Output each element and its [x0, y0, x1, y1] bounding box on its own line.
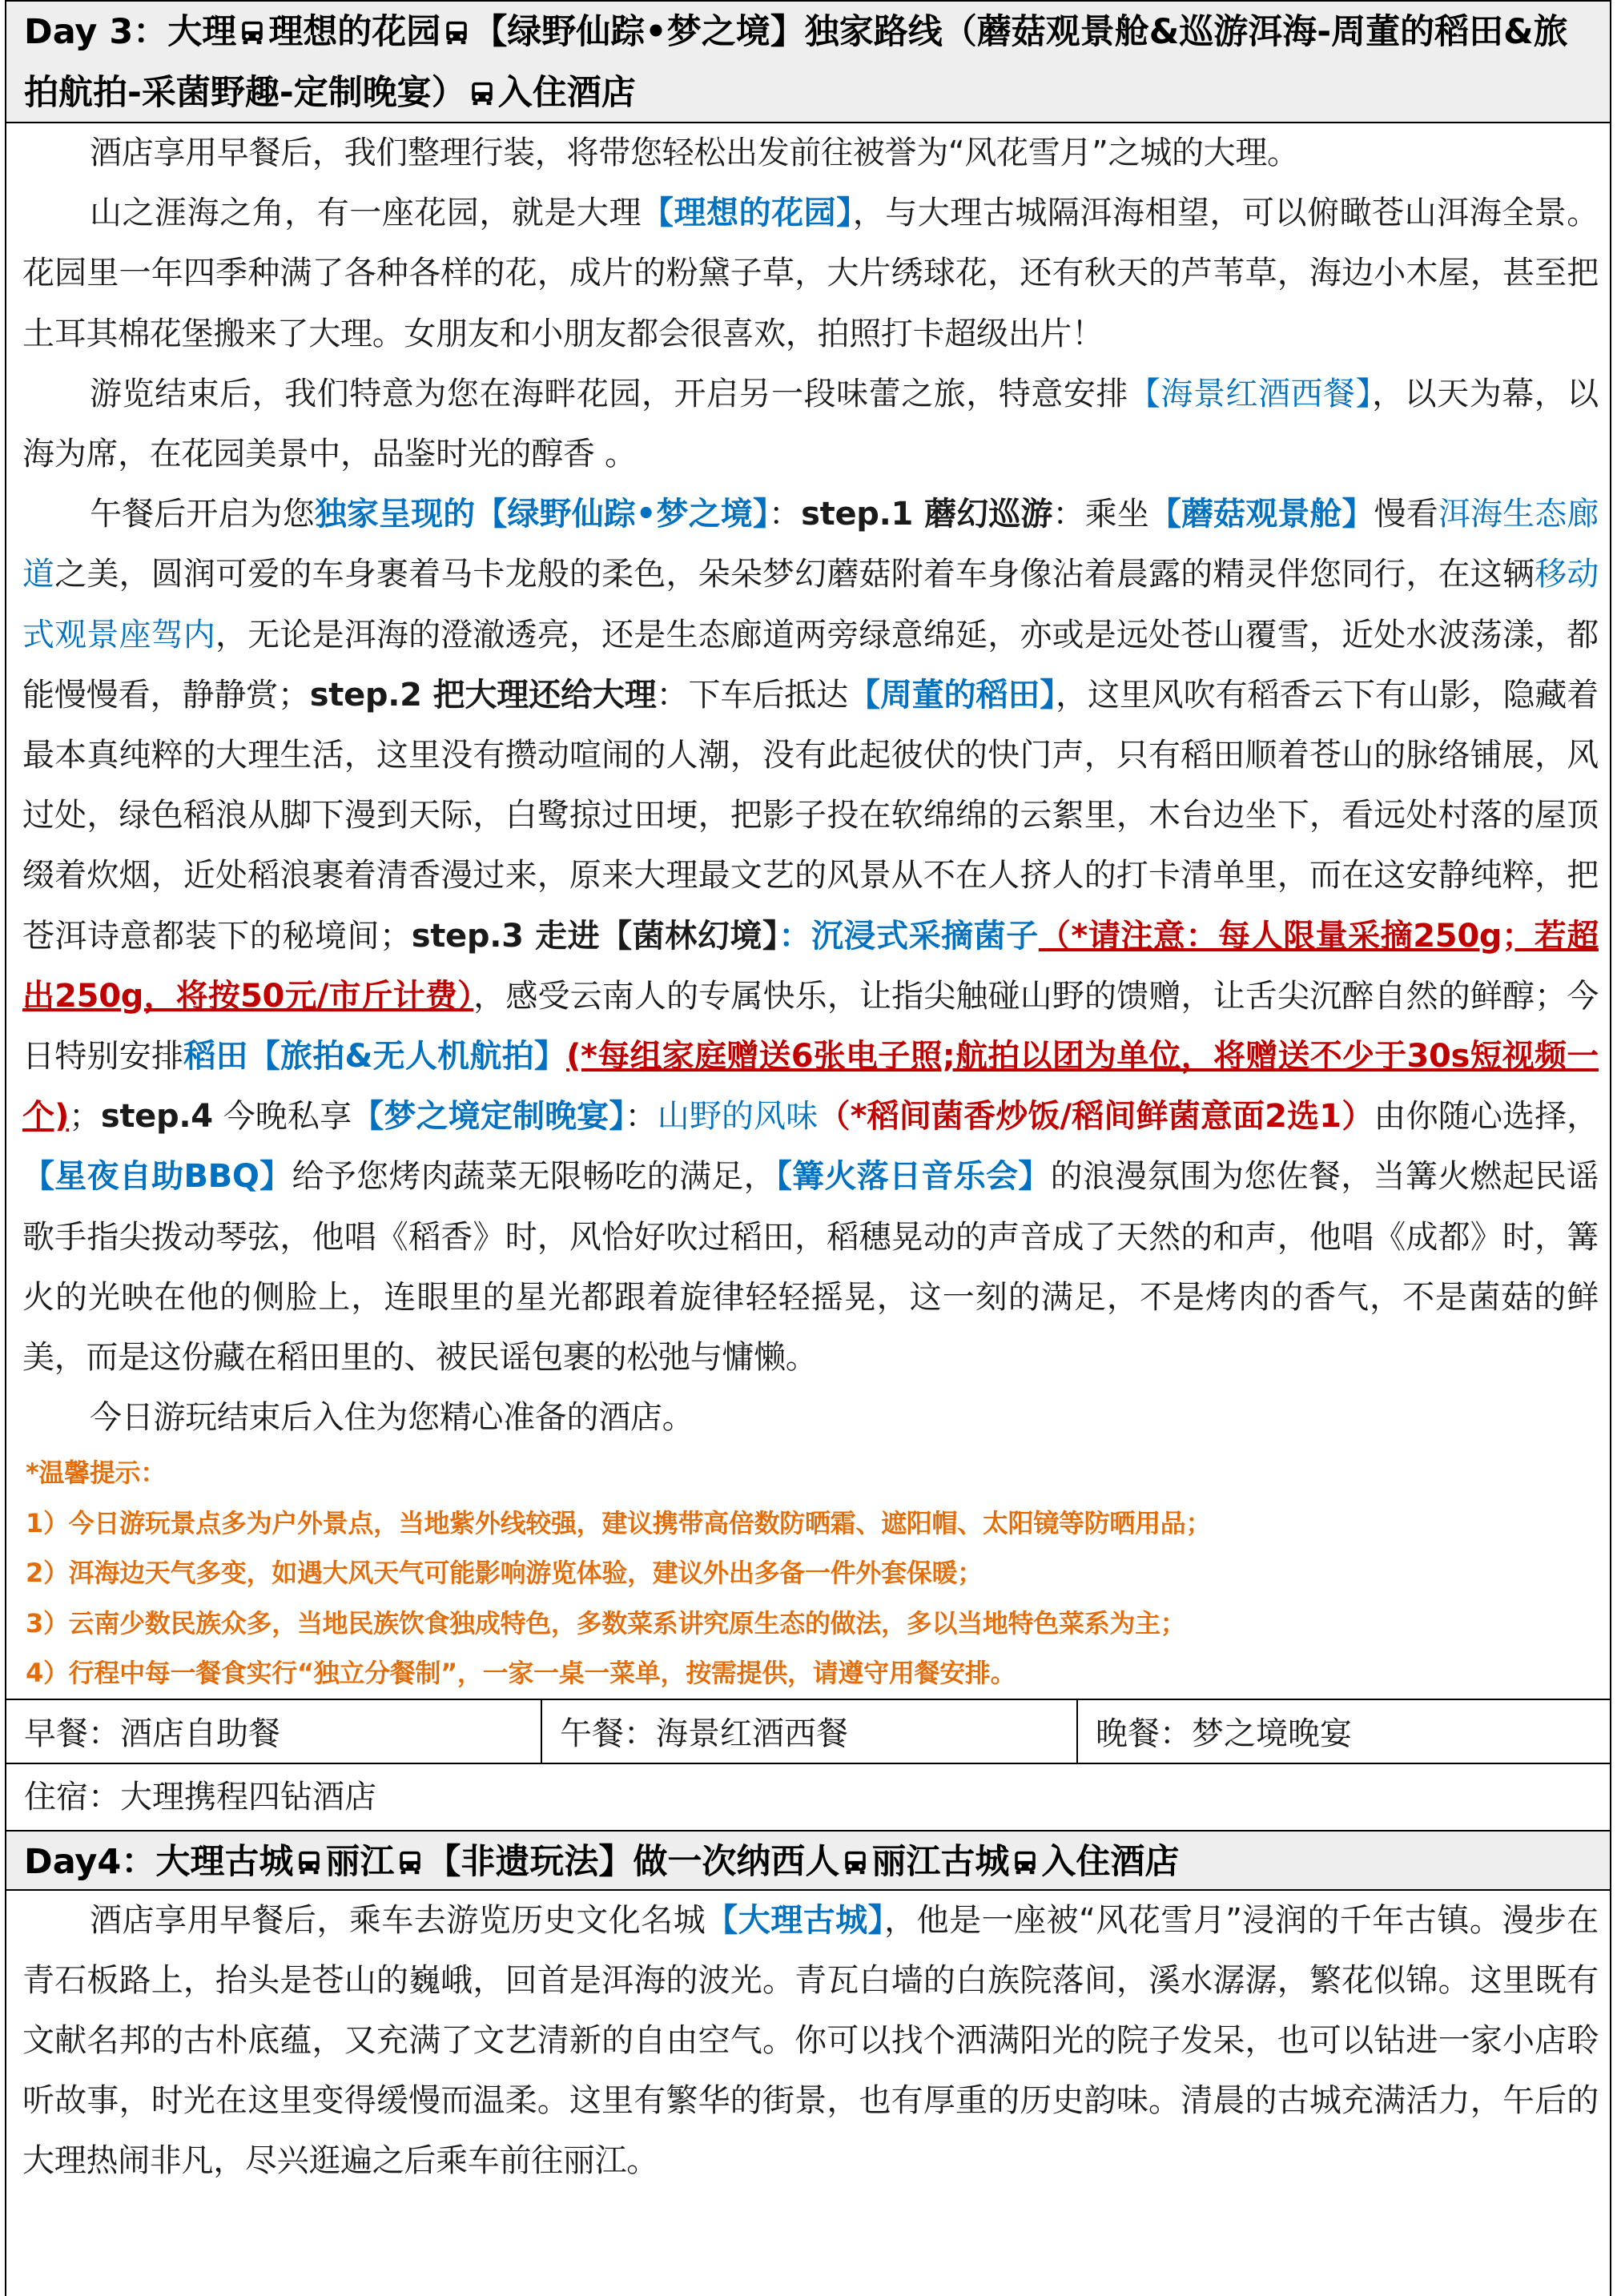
- tip-item: 1）今日游玩景点多为户外景点，当地紫外线较强，建议携带高倍数防晒霜、遮阳帽、太阳镜等防晒用品；: [26, 1507, 1212, 1538]
- day3-paragraph-3: [22, 364, 1599, 485]
- step-label: step.1 蘑幻巡游: [801, 496, 1053, 533]
- day3-title-part: Day 3：大理: [24, 12, 237, 52]
- day3-title-part: 入住酒店: [497, 73, 636, 113]
- lunch-cell: 午餐：海景红酒西餐: [542, 1700, 1078, 1763]
- highlight-text: 沉浸式采摘菌子: [811, 917, 1039, 955]
- highlight-text: 【大理古城】: [706, 1901, 885, 1939]
- text-run: 给予您烤肉蔬菜无限畅吃的满足，: [292, 1158, 776, 1196]
- tip-item: 2）洱海边天气多变，如遇大风天气可能影响游览体验，建议外出多备一件外套保暖；: [26, 1558, 983, 1589]
- notice-text: (*每组家庭赠送6张电子照;航拍以团为单位，将赠送不少于30s短视频一个): [22, 1038, 1599, 1136]
- highlight-text: 【星夜自助BBQ】: [22, 1158, 292, 1196]
- day4-title-part: 【非遗玩法】做一次纳西人: [426, 1841, 840, 1882]
- day4-body: [6, 1891, 1610, 2192]
- highlight-text: 【理想的花园】: [641, 195, 853, 232]
- day3-paragraph-2: [22, 183, 1599, 364]
- bus-icon: [239, 19, 266, 46]
- text-run: ：: [778, 917, 811, 955]
- text-run: ：: [769, 496, 802, 533]
- bus-icon: [396, 1849, 424, 1876]
- day4-header: [6, 1830, 1610, 1891]
- notice-text: （*稻间菌香炒饭/稻间鲜菌意面2选1）: [818, 1098, 1374, 1136]
- text-run: 酒店享用早餐后，乘车去游览历史文化名城: [90, 1901, 706, 1939]
- text-run: 慢看: [1374, 496, 1438, 533]
- day3-header: [6, 0, 1610, 123]
- day3-paragraph-1: 酒店享用早餐后，我们整理行装，将带您轻松出发前往被誉为“风花雪月”之城的大理。: [90, 135, 1299, 171]
- tips-title: *温馨提示：: [26, 1458, 166, 1489]
- text-run: 游览结束后，我们特意为您在海畔花园，开启另一段味蕾之旅，特意安排: [90, 375, 1128, 412]
- text-run: 之美，圆润可爱的车身裹着马卡龙般的柔色，朵朵梦幻蘑菇附着车身像沾着晨露的精灵伴您同行，在这辆: [54, 556, 1535, 593]
- text-run: ，他是一座被“风花雪月”浸润的千年古镇。漫步在青石板路上，抬头是苍山的巍峨，回首是洱海的波光。青瓦白墙的白族院落间，溪水潺潺，繁花似锦。这里既有文献名邦的古朴底蕴，又充满了文艺清新的自由空气。你可以找个洒满阳光的院子发呆，也可以钻进一家小店聆听故事，时光在这里变得缓慢而温柔。这里有繁华的街景，也有厚重的历史韵味。清晨的古城充满活力，午后的大理热闹非凡，尽兴逛遍之后乘车前往丽江。: [22, 1901, 1599, 2180]
- highlight-text: 【篝火落日音乐会】: [775, 1158, 1051, 1196]
- text-run: ，感受云南人的专属快乐，让指尖触碰山野的馈赠，让舌尖沉醉自然的鲜醇；今日特别安排: [22, 977, 1599, 1076]
- tip-item: 3）云南少数民族众多，当地民族饮食独成特色，多数菜系讲究原生态的做法，多以当地特色菜系为主；: [26, 1607, 1186, 1639]
- day4-paragraph-1: [22, 1891, 1599, 2192]
- highlight-text: 【蘑菇观景舱】: [1148, 496, 1374, 533]
- text-run: 山之涯海之角，有一座花园，就是大理: [90, 195, 642, 232]
- bus-icon: [1012, 1849, 1039, 1876]
- itinerary-page: [5, 0, 1611, 2296]
- day3-paragraph-4: [22, 485, 1599, 1388]
- text-run: 由你随心选择，: [1374, 1098, 1599, 1136]
- bus-icon: [296, 1849, 323, 1876]
- day3-body: [6, 123, 1610, 1699]
- day3-paragraph-5: 今日游玩结束后入住为您精心准备的酒店。: [90, 1399, 694, 1437]
- text-run: 午餐后开启为您: [90, 496, 315, 533]
- day4-title-part: 丽江古城: [871, 1841, 1010, 1882]
- step-label: step.4: [100, 1098, 213, 1136]
- text-run: ；: [69, 1098, 101, 1136]
- day4-title-part: Day4：大理古城: [24, 1841, 294, 1882]
- text-run: ：下车后抵达: [656, 676, 848, 714]
- notice-text: （*请注意：每人限量采摘250g；若超出250g，将按50元/市斤计费）: [22, 917, 1599, 1015]
- text-run: ，以天为幕，以海为席，在花园美景中，品鉴时光的醇香 。: [22, 375, 1599, 473]
- highlight-text: 【梦之境定制晚宴】: [352, 1098, 625, 1136]
- day4-title-part: 入住酒店: [1041, 1841, 1180, 1882]
- day3-title-part: 理想的花园: [268, 12, 441, 52]
- bus-icon: [842, 1849, 869, 1876]
- tip-item: 4）行程中每一餐食实行“独立分餐制”，一家一桌一菜单，按需提供，请遵守用餐安排。: [26, 1658, 1016, 1689]
- highlight-text: 山野的风味: [657, 1098, 819, 1136]
- highlight-text: 洱海生态廊道: [22, 496, 1599, 593]
- text-run: 今晚私享: [212, 1098, 352, 1136]
- meals-row: [6, 1699, 1610, 1763]
- bus-icon: [443, 19, 470, 46]
- highlight-text: 移动式观景座驾内: [22, 556, 1599, 653]
- day3-title-part: 【绿野仙踪•梦之境】独家路线（蘑菇观景舱&巡游洱海-周董的稻田&旅拍航拍-采菌野趣-定制晚宴）: [24, 12, 1568, 113]
- highlight-text: 稻田【旅拍&无人机航拍】: [183, 1038, 567, 1076]
- step-label: step.3 走进【菌林幻境】: [411, 917, 779, 955]
- day4-title-part: 丽江: [325, 1841, 395, 1882]
- step-label: step.2 把大理还给大理: [309, 676, 657, 714]
- bus-icon: [469, 80, 496, 107]
- breakfast-cell: 早餐：酒店自助餐: [6, 1700, 542, 1763]
- text-run: ：: [625, 1098, 658, 1136]
- text-run: ，这里风吹有稻香云下有山影，隐藏着最本真纯粹的大理生活，这里没有攒动喧闹的人潮，没有此起彼伏的快门声，只有稻田顺着苍山的脉络铺展，风过处，绿色稻浪从脚下漫到天际，白鹭掠过田埂，把影子投在软绵绵的云絮里，木台边坐下，看远处村落的屋顶缀着炊烟，近处稻浪裹着清香漫过来，原来大理最文艺的风景从不在人挤人的打卡清单里，而在这安静纯粹，把苍洱诗意都装下的秘境间；: [22, 676, 1599, 955]
- text-run: ：乘坐: [1052, 496, 1149, 533]
- text-run: ，与大理古城隔洱海相望，可以俯瞰苍山洱海全景。花园里一年四季种满了各种各样的花，成片的粉黛子草，大片绣球花，还有秋天的芦苇草，海边小木屋，甚至把土耳其棉花堡搬来了大理。女朋友和小朋友都会很喜欢，拍照打卡超级出片！: [22, 195, 1599, 352]
- highlight-text: 【海景红酒西餐】: [1128, 375, 1373, 412]
- highlight-text: 独家呈现的【绿野仙踪•梦之境】: [314, 496, 769, 533]
- dinner-cell: 晚餐：梦之境晚宴: [1096, 1715, 1352, 1752]
- text-run: 的浪漫氛围为您佐餐，当篝火燃起民谣歌手指尖拨动琴弦，他唱《稻香》时，风恰好吹过稻田，稻穗晃动的声音成了天然的和声，他唱《成都》时，篝火的光映在他的侧脸上，连眼里的星光都跟着旋律轻轻摇晃，这一刻的满足，不是烤肉的香气，不是菌菇的鲜美，而是这份藏在稻田里的、被民谣包裹的松弛与慵懒。: [22, 1158, 1599, 1377]
- text-run: ，无论是洱海的澄澈透亮，还是生态廊道两旁绿意绵延，亦或是远处苍山覆雪，近处水波荡漾，都能慢慢看，静静赏；: [22, 616, 1599, 714]
- highlight-text: 【周董的稻田】: [847, 676, 1056, 714]
- lodging-row: 住宿：大理携程四钻酒店: [6, 1763, 1610, 1830]
